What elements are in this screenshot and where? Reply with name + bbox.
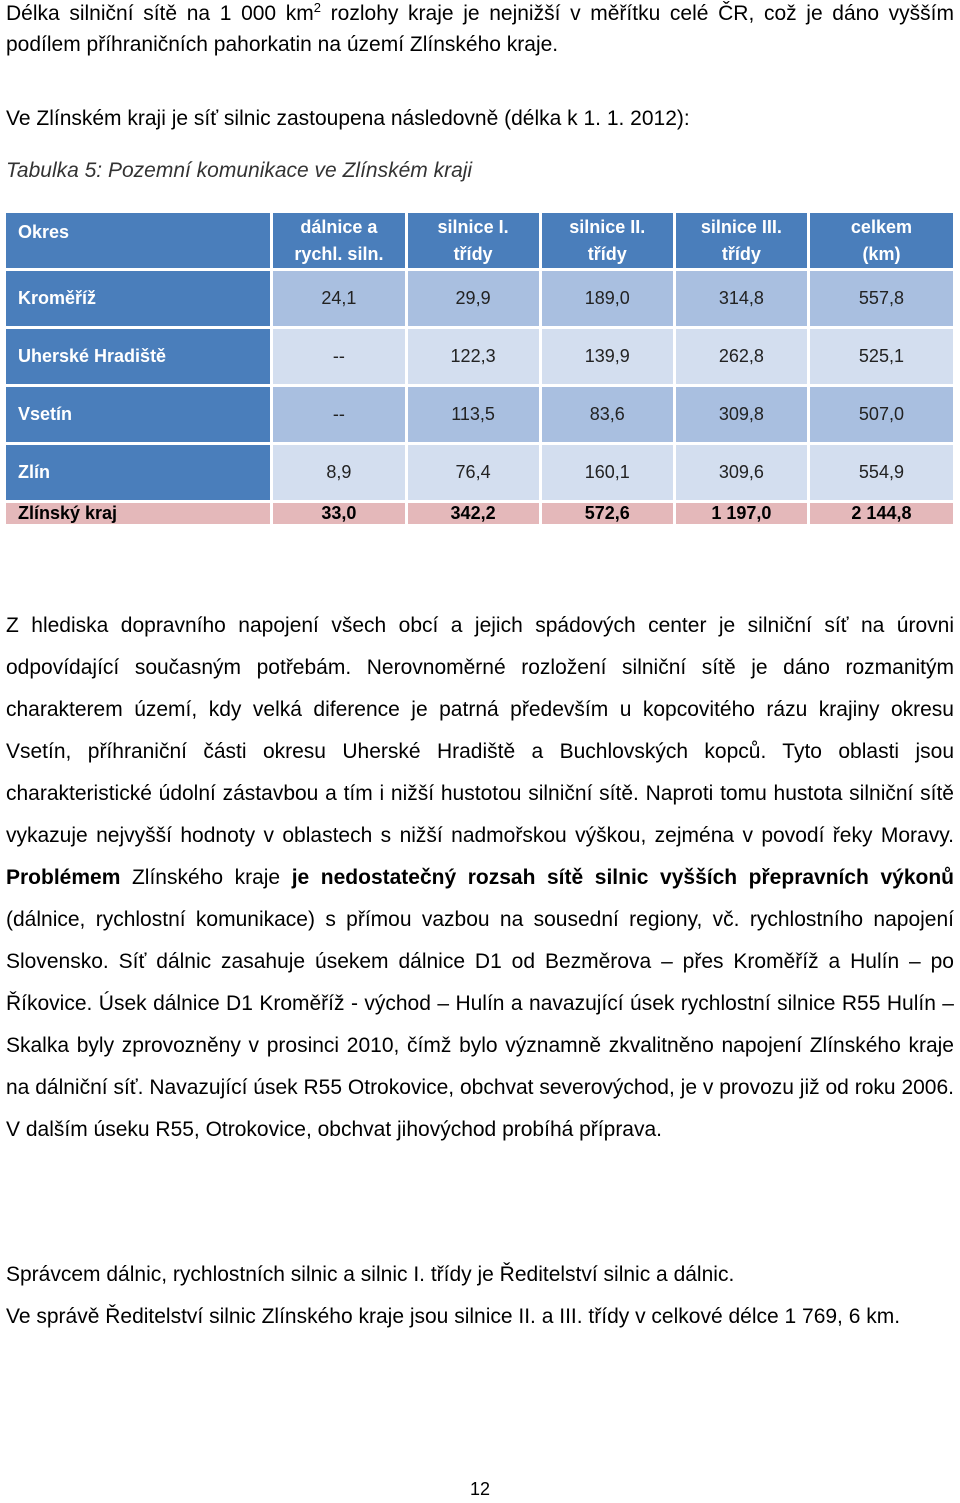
- table-cell: 29,9: [408, 271, 539, 326]
- table-cell: 1 197,0: [676, 503, 807, 524]
- table-cell: 309,6: [676, 445, 807, 500]
- row-label: Zlín: [6, 445, 270, 500]
- table-cell: 507,0: [810, 387, 953, 442]
- closing-line-2: Ve správě Ředitelství silnic Zlínského kraje jsou silnice II. a III. třídy v celkové délce 1 769, 6 km.: [6, 1305, 901, 1328]
- table-cell: --: [273, 387, 404, 442]
- table-cell: 33,0: [273, 503, 404, 524]
- table-cell: 160,1: [542, 445, 673, 500]
- table-header-row: [6, 213, 953, 268]
- table-row: [6, 445, 953, 500]
- header-class1: silnice I. třídy: [408, 213, 539, 268]
- header-class2: silnice II. třídy: [542, 213, 673, 268]
- table-cell: 342,2: [408, 503, 539, 524]
- table-cell: 572,6: [542, 503, 673, 524]
- table-row: [6, 387, 953, 442]
- table-cell: 24,1: [273, 271, 404, 326]
- table-cell: 139,9: [542, 329, 673, 384]
- table-cell: 309,8: [676, 387, 807, 442]
- row-label: Uherské Hradiště: [6, 329, 270, 384]
- table-total-row: [6, 503, 953, 524]
- network-sentence: Ve Zlínském kraji je síť silnic zastoupena následovně (délka k 1. 1. 2012):: [6, 107, 690, 130]
- table-cell: 2 144,8: [810, 503, 953, 524]
- table-cell: 76,4: [408, 445, 539, 500]
- row-label: Kroměříž: [6, 271, 270, 326]
- table-cell: 122,3: [408, 329, 539, 384]
- table-cell: 557,8: [810, 271, 953, 326]
- body-paragraph: Z hlediska dopravního napojení všech obcí a jejich spádových center je silniční síť na úrovni odpovídající současným potřebám. Nerovnoměrné rozložení silniční sítě je dáno rozmanitým charakterem území, kdy velká diference je patrná především u kopcovitého rázu krajiny okresu Vsetín, příhraniční části okresu Uherské Hradiště a Buchlovských kopců. Tyto oblasti jsou charakteristické údolní zástavbou a tím i nižší hustotou silniční sítě. Naproti tomu hustota silniční sítě vykazuje nejvyšší hodnoty v oblastech s nižší nadmořskou výškou, zejména v povodí řeky Moravy. Problémem Zlínského kraje je nedostatečný rozsah sítě silnic vyšších přepravních výkonů (dálnice, rychlostní komunikace) s přímou vazbou na sousední regiony, vč. rychlostního napojení Slovensko. Síť dálnic zasahuje úsekem dálnice D1 od Bezměrova – přes Kroměříž a Hulín – po Říkovice. Úsek dálnice D1 Kroměříž - východ – Hulín a navazující úsek rychlostní silnice R55 Hulín – Skalka byly zprovozněny v prosinci 2010, čímž bylo významně zkvalitněno napojení Zlínského kraje na dálniční síť. Navazující úsek R55 Otrokovice, obchvat severovýchod, je v provozu již od roku 2006. V dalším úseku R55, Otrokovice, obchvat jihovýchod probíhá příprava.: [6, 614, 954, 1141]
- header-district: Okres: [6, 213, 270, 268]
- table-cell: 83,6: [542, 387, 673, 442]
- closing-line-1: Správcem dálnic, rychlostních silnic a silnic I. třídy je Ředitelství silnic a dálnic.: [6, 1263, 735, 1286]
- row-label: Vsetín: [6, 387, 270, 442]
- row-label: Zlínský kraj: [6, 503, 270, 524]
- table-cell: 314,8: [676, 271, 807, 326]
- table-cell: 8,9: [273, 445, 404, 500]
- header-class3: silnice III. třídy: [676, 213, 807, 268]
- header-motorways: dálnice a rychl. siln.: [273, 213, 404, 268]
- table-cell: 262,8: [676, 329, 807, 384]
- table-row: [6, 329, 953, 384]
- table-row: [6, 271, 953, 326]
- table-cell: --: [273, 329, 404, 384]
- header-total: celkem (km): [810, 213, 953, 268]
- table-cell: 113,5: [408, 387, 539, 442]
- intro-paragraph: Délka silniční sítě na 1 000 $km^2$ rozlohy kraje je nejnižší v měřítku celé ČR, což je dáno vyšším podílem příhraničních pahorkatin na území Zlínského kraje.: [6, 0, 954, 56]
- table-cell: 525,1: [810, 329, 953, 384]
- table-cell: 189,0: [542, 271, 673, 326]
- table-caption: Tabulka 5: Pozemní komunikace ve Zlínském kraji: [6, 159, 473, 182]
- roads-table: [6, 213, 953, 527]
- page-number: 12: [469, 1479, 491, 1499]
- table-cell: 554,9: [810, 445, 953, 500]
